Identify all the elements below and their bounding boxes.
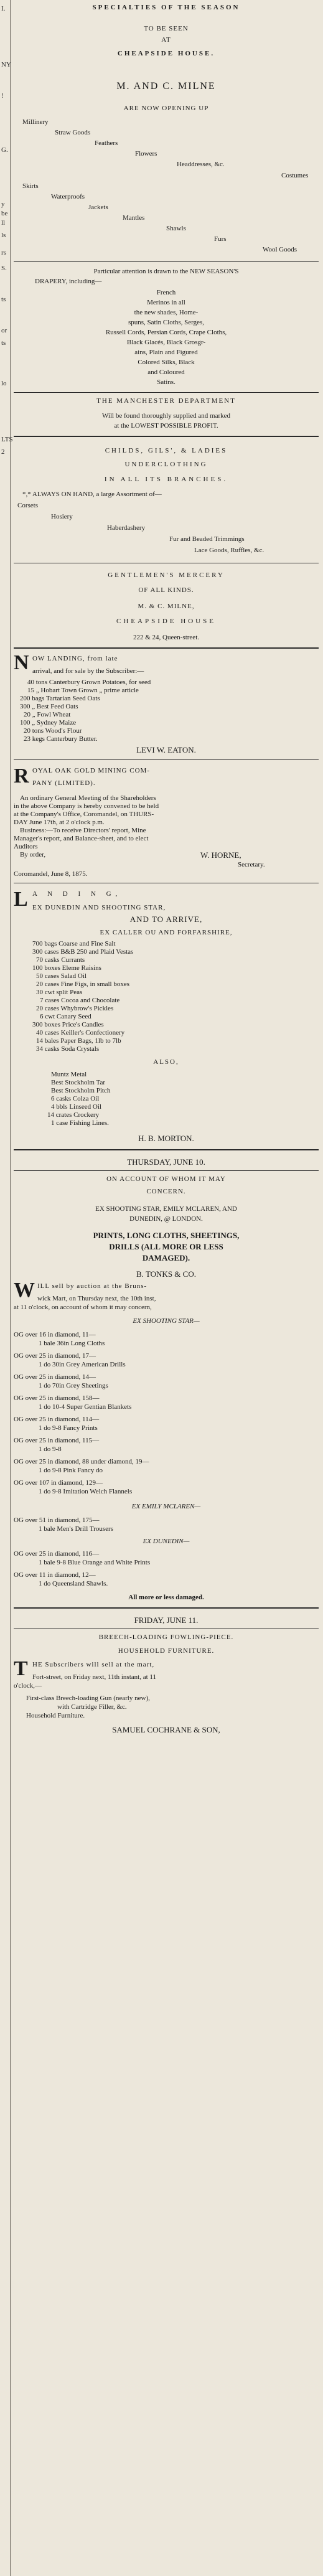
item-text: Costumes bbox=[281, 172, 309, 179]
item-text: Headdresses, &c. bbox=[177, 161, 225, 168]
stock-item: 700 bags Coarse and Fine Salt bbox=[32, 940, 116, 947]
ship-line: DUNEDIN, @ LONDON. bbox=[129, 1215, 203, 1223]
notice-line: DAY June 17th, at 2 o'clock p.m. bbox=[14, 819, 105, 826]
gutter-fragment: rs bbox=[1, 249, 6, 256]
gutter-fragment: lo bbox=[1, 380, 7, 387]
item-text: Waterproofs bbox=[51, 193, 85, 200]
stock-item: 34 casks Soda Crystals bbox=[36, 1045, 100, 1053]
ad-subline: TO BE SEEN bbox=[144, 25, 189, 32]
gutter-fragment: S. bbox=[1, 265, 7, 272]
stock-item: 1 case Fishing Lines. bbox=[51, 1119, 109, 1127]
signature-role: Secretary. bbox=[238, 861, 265, 868]
friday-auction-ad bbox=[14, 1612, 319, 1774]
drapery-line: and Coloured bbox=[147, 369, 185, 376]
firm-name: M. & C. MILNE, bbox=[138, 603, 195, 610]
drop-cap: T bbox=[14, 1657, 28, 1680]
drapery-line: Particular attention is drawn to the NEW SEASON'S bbox=[93, 268, 239, 275]
ad-subline: ARE NOW OPENING UP bbox=[123, 105, 209, 112]
drapery-line: Colored Silks, Black bbox=[138, 359, 195, 366]
item-text: Wool Goods bbox=[263, 246, 297, 253]
sale-item: Household Furniture. bbox=[26, 1712, 85, 1719]
lot-mark: OG over 25 in diamond, 88 under diamond, 19— bbox=[14, 1458, 149, 1465]
ad-title: HOUSEHOLD FURNITURE. bbox=[118, 1647, 215, 1655]
drop-cap: L bbox=[14, 888, 28, 911]
stock-item: 20 tons Wood's Flour bbox=[24, 727, 82, 735]
drop-cap: R bbox=[14, 764, 29, 787]
sale-item: First-class Breech-loading Gun (nearly new), bbox=[26, 1695, 150, 1702]
stock-item: 70 casks Currants bbox=[36, 956, 85, 964]
gutter-fragment: ts bbox=[1, 339, 6, 347]
goods-heading: PRINTS, LONG CLOTHS, SHEETINGS, bbox=[93, 1231, 240, 1240]
drapery-line: DRAPERY, including— bbox=[35, 278, 102, 285]
stock-item: 6 cwt Canary Seed bbox=[40, 1013, 91, 1020]
drapery-line: French bbox=[156, 289, 176, 296]
stock-item: 15 „ Hobart Town Grown „ prime article bbox=[27, 687, 139, 694]
stock-item: 6 casks Colza Oil bbox=[51, 1095, 100, 1102]
section-divider bbox=[14, 759, 319, 760]
signature: LEVI W. EATON. bbox=[136, 745, 196, 754]
signature: SAMUEL COCHRANE & SON, bbox=[112, 1725, 220, 1734]
sale-date: FRIDAY, JUNE 11. bbox=[134, 1615, 199, 1625]
drop-cap: N bbox=[14, 651, 29, 674]
ad-title: SPECIALTIES OF THE SEASON bbox=[92, 4, 240, 11]
department-title: THE MANCHESTER DEPARTMENT bbox=[96, 397, 236, 405]
sale-intro: wick Mart, on Thursday next, the 10th inst, bbox=[37, 1295, 156, 1302]
stock-item: 20 cases Fine Figs, in small boxes bbox=[36, 980, 130, 988]
lot-goods: 1 do 30in Grey American Drills bbox=[39, 1361, 126, 1368]
lot-goods: 1 do 9-8 Fancy Prints bbox=[39, 1424, 98, 1432]
stock-item: 300 „ Best Feed Oats bbox=[20, 703, 78, 710]
ad-title: UNDERCLOTHING bbox=[124, 461, 208, 468]
section-divider bbox=[14, 436, 319, 437]
underclothing-line: Hosiery bbox=[51, 513, 73, 520]
ship-subheading: EX SHOOTING STAR— bbox=[133, 1317, 200, 1325]
stock-item: 40 tons Canterbury Grown Potatoes, for seed bbox=[27, 679, 151, 686]
section-divider bbox=[14, 261, 319, 262]
underclothing-line: Haberdashery bbox=[107, 524, 146, 532]
stock-item: 7 cases Cocoa and Chocolate bbox=[40, 997, 120, 1004]
ad-title: CONCERN. bbox=[146, 1188, 186, 1195]
gutter-fragment: be bbox=[1, 210, 8, 217]
notice-date: Coromandel, June 8, 1875. bbox=[14, 870, 88, 878]
sale-date: THURSDAY, JUNE 10. bbox=[127, 1157, 205, 1167]
underclothing-ad bbox=[14, 443, 319, 585]
ad-subline: AND TO ARRIVE, bbox=[129, 914, 203, 924]
signature: H. B. MORTON. bbox=[138, 1134, 194, 1143]
lot-mark: OG over 25 in diamond, 14— bbox=[14, 1373, 96, 1381]
stock-item: Best Stockholm Tar bbox=[51, 1079, 106, 1086]
section-divider bbox=[14, 392, 319, 393]
drapery-line: ains, Plain and Figured bbox=[134, 349, 198, 356]
lot-goods: 1 do 70in Grey Sheetings bbox=[39, 1382, 108, 1389]
gutter-fragment: G. bbox=[1, 146, 8, 154]
ad-subline: arrival, and for sale by the Subscriber:— bbox=[32, 667, 144, 675]
gutter-fragment: ts bbox=[1, 296, 6, 303]
lot-mark: OG over 25 in diamond, 17— bbox=[14, 1352, 96, 1360]
lot-goods: 1 do 10-4 Super Gentian Blankets bbox=[39, 1403, 132, 1411]
drapery-line: the new shades, Home- bbox=[134, 309, 199, 316]
item-text: Flowers bbox=[135, 150, 157, 157]
notice-line: Manager's report, and Balance-sheet, and to elect bbox=[14, 835, 149, 842]
department-line: Will be found thoroughly supplied and marked bbox=[101, 412, 231, 420]
notice-line: in the above Company is hereby convened to be held bbox=[14, 802, 159, 810]
gutter-fragment: ls bbox=[1, 232, 6, 239]
ad-title: CHILDS, GILS', & LADIES bbox=[105, 447, 228, 454]
ad-subline: IN ALL ITS BRANCHES. bbox=[104, 476, 228, 483]
firm-name: B. TONKS & CO. bbox=[136, 1269, 196, 1279]
lot-mark: OG over 51 in diamond, 175— bbox=[14, 1516, 100, 1524]
stock-item: 30 cwt split Peas bbox=[36, 989, 83, 996]
section-divider bbox=[14, 1149, 319, 1150]
item-text: Furs bbox=[214, 235, 227, 243]
ad-subline: EX DUNEDIN AND SHOOTING STAR, bbox=[32, 904, 166, 911]
stock-item: 100 „ Sydney Maize bbox=[20, 719, 77, 726]
lot-goods: 1 do 9-8 bbox=[39, 1445, 62, 1453]
lot-mark: OG over 11 in diamond, 12— bbox=[14, 1571, 96, 1579]
stock-item: 200 bags Tartarian Seed Oats bbox=[20, 695, 100, 702]
address-line: 222 & 24, Queen-street. bbox=[133, 634, 199, 641]
lot-goods: 1 do 9-8 Pink Fancy do bbox=[39, 1467, 103, 1474]
stock-item: 14 bales Paper Bags, 1lb to 7lb bbox=[36, 1037, 121, 1045]
stock-item: 300 boxes Price's Candles bbox=[32, 1021, 104, 1028]
sale-intro: HE Subscribers will sell at the mart, bbox=[32, 1661, 155, 1668]
goods-heading: DAMAGED). bbox=[142, 1253, 190, 1262]
drapery-line: spuns, Satin Cloths, Serges, bbox=[128, 319, 205, 326]
item-text: Millinery bbox=[22, 118, 49, 126]
stock-item: 100 boxes Eleme Raisins bbox=[32, 964, 101, 972]
ad-title: PANY (LIMITED). bbox=[32, 779, 96, 787]
underclothing-line: Fur and Beaded Trimmings bbox=[169, 535, 245, 543]
house-name: CHEAPSIDE HOUSE bbox=[116, 618, 216, 625]
left-gutter-column bbox=[0, 0, 11, 2576]
stock-item: Muntz Metal bbox=[51, 1071, 87, 1078]
item-text: Straw Goods bbox=[55, 129, 91, 136]
stock-item: 14 crates Crockery bbox=[47, 1111, 100, 1119]
item-text: Jackets bbox=[88, 204, 108, 211]
house-name: CHEAPSIDE HOUSE. bbox=[117, 50, 215, 57]
stock-item: Best Stockholm Pitch bbox=[51, 1087, 111, 1094]
notice-line: at the Company's Office, Coromandel, on THURS- bbox=[14, 811, 154, 818]
gutter-fragment: LTS bbox=[1, 436, 13, 443]
stock-item: 300 cases B&B 250 and Plaid Vestas bbox=[32, 948, 134, 956]
underclothing-line: Corsets bbox=[17, 502, 38, 509]
ship-subheading: EX DUNEDIN— bbox=[143, 1538, 190, 1545]
ship-line: EX SHOOTING STAR, EMILY MCLAREN, AND bbox=[95, 1205, 237, 1213]
ad-title: OW LANDING, from late bbox=[32, 655, 118, 662]
drapery-line: Satins. bbox=[157, 378, 176, 386]
stock-item: 40 cases Keiller's Confectionery bbox=[36, 1029, 125, 1037]
item-text: Shawls bbox=[166, 225, 186, 232]
lot-goods: 1 do 9-8 Imitation Welch Flannels bbox=[39, 1488, 133, 1495]
item-text: Skirts bbox=[22, 182, 39, 190]
stock-item: 20 „ Fowl Wheat bbox=[24, 711, 71, 718]
goods-heading: DRILLS (ALL MORE OR LESS bbox=[109, 1242, 223, 1251]
specialties-ad bbox=[14, 0, 319, 440]
ad-title: A N D I N G, bbox=[32, 890, 122, 898]
gutter-fragment: NY bbox=[1, 61, 11, 68]
now-landing-ad bbox=[14, 651, 319, 754]
ad-subline: ALSO, bbox=[153, 1058, 179, 1066]
lot-mark: OG over 25 in diamond, 115— bbox=[14, 1437, 100, 1444]
notice-line: By order, bbox=[20, 851, 46, 858]
section-divider bbox=[14, 647, 319, 649]
stock-item: 4 bbls Linseed Oil bbox=[51, 1103, 101, 1111]
ad-title: ON ACCOUNT OF WHOM IT MAY bbox=[106, 1175, 226, 1183]
ad-subline: OF ALL KINDS. bbox=[138, 586, 194, 594]
item-text: Feathers bbox=[95, 139, 118, 147]
lot-mark: OG over 25 in diamond, 114— bbox=[14, 1416, 100, 1423]
department-line: at the LOWEST POSSIBLE PROFIT. bbox=[114, 422, 218, 430]
sale-intro: ILL sell by auction at the Bruns- bbox=[37, 1282, 147, 1290]
drapery-line: Black Glacés, Black Grosgr- bbox=[126, 339, 206, 346]
gutter-fragment: ! bbox=[1, 92, 4, 100]
lot-mark: OG over 25 in diamond, 116— bbox=[14, 1550, 100, 1558]
sale-intro: o'clock,— bbox=[14, 1682, 42, 1690]
underclothing-line: *,* ALWAYS ON HAND, a large Assortment of— bbox=[22, 491, 162, 498]
lot-mark: OG over 25 in diamond, 158— bbox=[14, 1394, 100, 1402]
notice-line: An ordinary General Meeting of the Shareholders bbox=[20, 794, 156, 802]
notice-line: Business:—To receive Directors' report, Mine bbox=[20, 827, 146, 834]
stock-item: 20 cases Whybrow's Pickles bbox=[36, 1005, 114, 1012]
gutter-fragment: 2 bbox=[1, 448, 5, 456]
gutter-fragment: ll bbox=[1, 219, 6, 227]
lot-goods: 1 do Queensland Shawls. bbox=[39, 1580, 108, 1587]
royal-oak-ad bbox=[14, 763, 319, 881]
stock-item: 50 cases Salad Oil bbox=[36, 972, 87, 980]
drop-cap: W bbox=[14, 1279, 35, 1302]
gutter-fragment: I. bbox=[1, 5, 6, 12]
ship-line: EX CALLER OU AND FORFARSHIRE, bbox=[100, 929, 233, 936]
sale-intro: at 11 o'clock, on account of whom it may concern, bbox=[14, 1304, 152, 1311]
ad-title: BREECH-LOADING FOWLING-PIECE. bbox=[98, 1634, 234, 1641]
ad-title: OYAL OAK GOLD MINING COM- bbox=[32, 767, 150, 774]
drapery-line: Merinos in all bbox=[147, 299, 185, 306]
notice-line: Auditors bbox=[14, 843, 38, 850]
ship-subheading: EX EMILY MCLAREN— bbox=[131, 1503, 201, 1510]
ad-subline: AT bbox=[161, 36, 171, 44]
lot-goods: 1 bale 36in Long Cloths bbox=[39, 1340, 105, 1347]
signature: W. HORNE, bbox=[200, 850, 241, 860]
lot-mark: OG over 107 in diamond, 129— bbox=[14, 1479, 103, 1487]
drapery-line: Russell Cords, Persian Cords, Crape Cloths, bbox=[105, 329, 227, 336]
item-text: Mantles bbox=[123, 214, 145, 222]
sale-intro: Fort-street, on Friday next, 11th instant, at 11 bbox=[32, 1673, 156, 1681]
gutter-fragment: or bbox=[1, 327, 7, 334]
section-divider bbox=[14, 1170, 319, 1171]
underclothing-line: Lace Goods, Ruffles, &c. bbox=[194, 547, 264, 554]
ad-title: GENTLEMEN'S MERCERY bbox=[108, 571, 225, 579]
sale-item: with Cartridge Filler, &c. bbox=[57, 1703, 127, 1711]
gutter-fragment: y bbox=[1, 200, 5, 208]
lot-mark: OG over 16 in diamond, 11— bbox=[14, 1331, 96, 1338]
lot-note: All more or less damaged. bbox=[128, 1594, 204, 1601]
stock-item: 23 kegs Canterbury Butter. bbox=[24, 735, 98, 743]
lot-goods: 1 bale 9-8 Blue Orange and White Prints bbox=[39, 1559, 151, 1566]
section-divider bbox=[14, 1607, 319, 1609]
lot-goods: 1 bale Men's Drill Trousers bbox=[39, 1525, 113, 1533]
firm-name: M. AND C. MILNE bbox=[116, 81, 216, 92]
